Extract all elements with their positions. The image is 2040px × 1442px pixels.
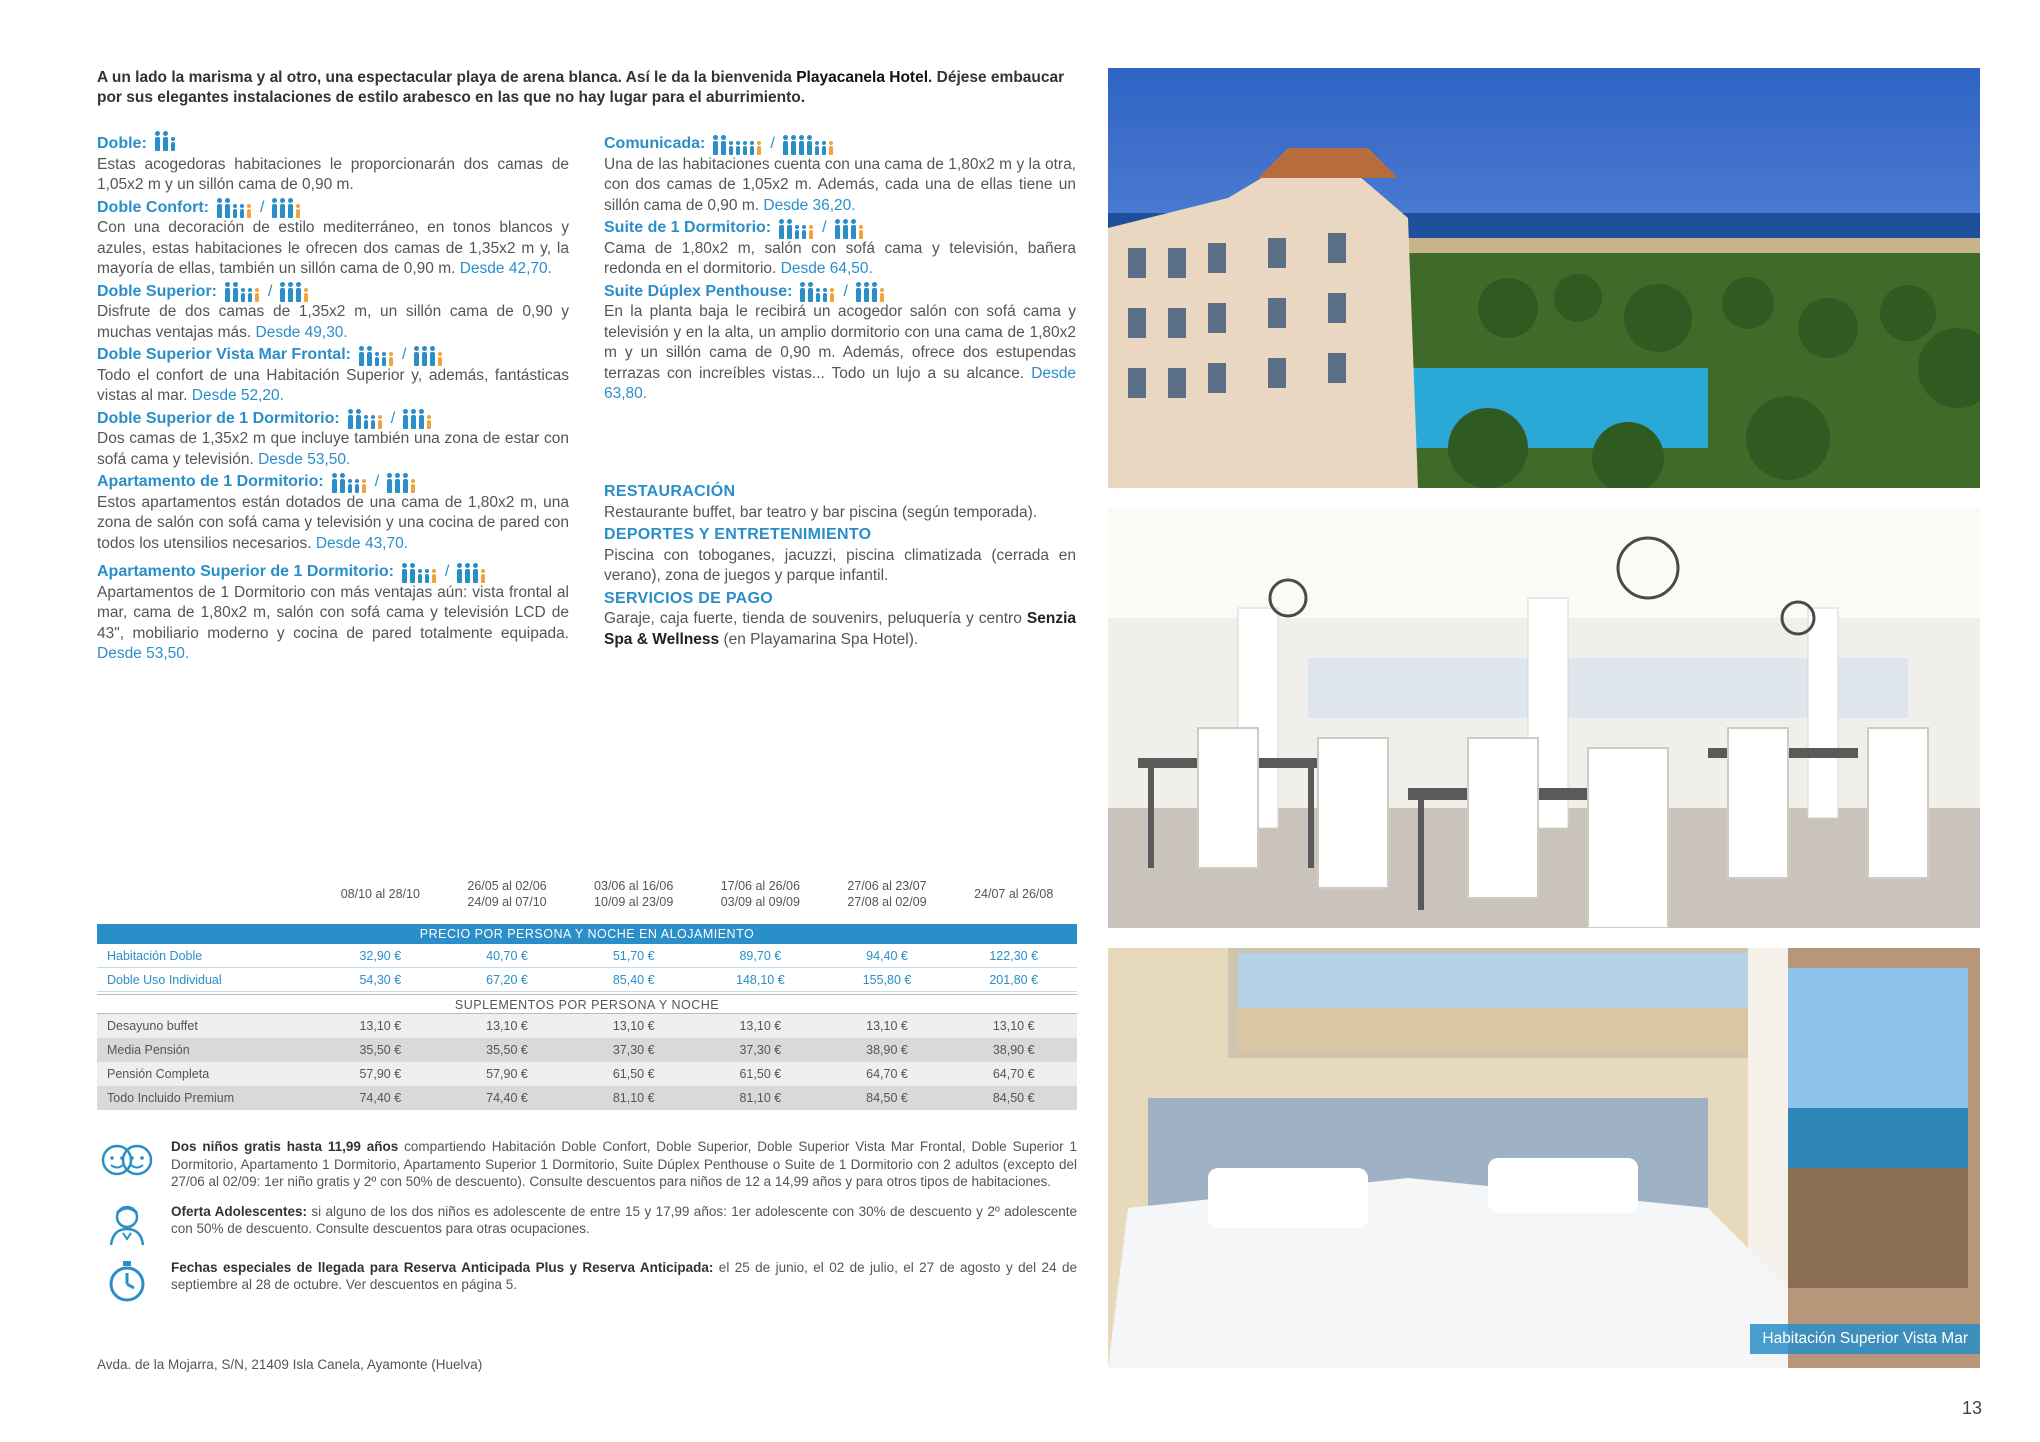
occupancy-icon: / [332,472,416,493]
price-table [97,870,1077,1110]
room-suite-1-dormitorio [604,218,1076,280]
room-doble-superior [97,282,569,344]
room-description: Disfrute de dos camas de 1,35x2 m, un sillón cama de 0,90 y muchas ventajas más. [97,303,569,341]
season-dates: 27/08 al 02/09 [847,895,927,909]
servicios-text-a: Garaje, caja fuerte, tienda de souvenirs, peluquería y centro [604,610,1027,627]
room-description: Cama de 1,80x2 m, salón con sofá cama y televisión, bañera redonda en el dormitorio. [604,239,1076,277]
table-row [97,1062,1077,1086]
occupancy-icon: / [217,198,301,219]
table-header [97,870,1077,918]
deportes-heading: DEPORTES Y ENTRETENIMIENTO [604,526,872,543]
room-title: Suite Dúplex Penthouse: [604,282,793,300]
room-price: Desde 43,70. [315,534,409,552]
note-kids [97,1138,1077,1191]
price-cell: 51,70 € [612,949,655,963]
price-cell: 32,90 € [359,949,402,963]
room-description: Una de las habitaciones cuenta con una cama de 1,80x2 m y la otra, con dos camas de 1,05x2 m. Además, cada una de ellas tiene un sillón cama de 0,90 m. [604,155,1076,214]
season-dates: 03/06 al 16/06 [594,879,674,893]
note-teens-bold: Oferta Adolescentes: [171,1203,307,1219]
price-cell: 84,50 € [992,1091,1035,1105]
price-cell: 13,10 € [739,1019,782,1033]
price-cell: 201,80 € [989,973,1039,987]
spa-name: Senzia Spa & Wellness [604,610,1076,648]
table-row [97,1086,1077,1110]
room-title: Doble Superior: [97,282,218,300]
price-cell: 64,70 € [866,1067,908,1081]
bedroom-photo [1108,948,1980,1368]
note-dates-text [171,1259,1077,1303]
table-row [97,1014,1077,1038]
season-dates: 10/09 al 23/09 [594,895,674,909]
table-row [97,944,1077,968]
price-cell: 13,10 € [866,1019,908,1033]
price-cell: 85,40 € [612,973,655,987]
row-label: Media Pensión [107,1043,190,1057]
room-title: Comunicada: [604,135,706,152]
occupancy-icon: / [713,134,833,155]
occupancy-icon: / [779,218,863,239]
intro-line-1: A un lado la marisma y al otro, una espectacular playa de arena blanca. Así le da la bienvenida [97,69,797,86]
page-number: 13 [1961,1398,1982,1418]
hotel-exterior-photo [1108,68,1980,488]
room-description: Estas acogedoras habitaciones le proporcionarán dos camas de 1,05x2 m y un sillón cama de 0,90 m. [97,155,569,193]
stopwatch-icon [97,1259,157,1303]
note-dates [97,1259,1077,1303]
restauracion-text: Restaurante buffet, bar teatro y bar piscina (según temporada). [604,503,1038,521]
note-kids-body: compartiendo Habitación Doble Confort, Doble Superior, Doble Superior Vista Mar Frontal, Doble Superior 1 Dormitorio, Apartamento 1 Dormitorio, Apartamento Superior 1 Dormitorio, Suite Dúplex Penthouse o Suite de 1 Dormitorio con 2 adultos (excepto del 27/06 al 02/09: 1er niño gratis y 2º con 50% de descuento). Consulte descuentos para niños de 12 a 14,99 años y para otros tipos de habitaciones. [171,1139,1077,1189]
intro-line-2: . Déjese embaucar por sus elegantes instalaciones de estilo arabesco en las que no hay lugar para el aburrimiento. [97,69,1065,106]
room-title: Doble: [97,135,147,152]
price-cell: 54,30 € [359,973,402,987]
occupancy-icon: / [402,562,486,583]
room-price: Desde 64,50. [780,260,873,277]
row-label: Pensión Completa [107,1067,210,1081]
note-teens-text [171,1203,1077,1247]
note-teens [97,1203,1077,1247]
hotel-address: Avda. de la Mojarra, S/N, 21409 Isla Canela, Ayamonte (Huelva) [97,1357,483,1372]
room-description: Con una decoración de estilo mediterráneo, en tonos blancos y azules, estas habitaciones le ofrecen dos camas de 1,35x2 m y, la mayoría de ellas, también un sillón cama de 0,90 m. [97,219,569,277]
room-doble [97,134,569,196]
room-description: Estos apartamentos están dotados de una cama de 1,80x2 m, una zona de salón con sofá cama y televisión y una cocina de pared con todos los utensilios necesarios. [97,493,569,552]
price-cell: 57,90 € [359,1067,402,1081]
note-kids-bold: Dos niños gratis hasta 11,99 años [171,1139,399,1154]
room-description: Dos camas de 1,35x2 m que incluye también una zona de estar con sofá cama y televisión. [97,430,569,468]
rooms-column-left [97,132,569,667]
row-label: Habitación Doble [107,949,203,963]
row-label: Doble Uso Individual [107,973,222,987]
price-cell: 94,40 € [866,949,908,963]
room-title: Doble Superior de 1 Dormitorio: [97,409,340,427]
season-dates: 24/07 al 26/08 [974,887,1054,901]
note-dates-body: el 25 de junio, el 02 de julio, el 27 de agosto y del 24 de septiembre al 28 de octubre. Ver descuentos en página 5. [171,1259,1078,1292]
room-comunicada [604,134,1076,216]
note-teens-body: si alguno de los dos niños es adolescente de entre 15 y 17,99 años: 1er adolescente con 30% de descuento y 2º adolescente con 50% de descuento. Consulte descuentos para otras ocupaciones. [171,1203,1077,1236]
price-cell: 89,70 € [739,949,782,963]
season-header [824,878,951,910]
servicios-text [604,609,1076,650]
price-cell: 81,10 € [739,1091,782,1105]
occupancy-icon: / [800,282,884,303]
table-row [97,968,1077,992]
occupancy-icon: / [348,409,432,430]
price-cell: 40,70 € [486,949,528,963]
season-dates: 17/06 al 26/06 [720,879,800,893]
season-dates: 24/09 al 07/10 [467,895,547,909]
intro-text [97,68,1077,108]
price-cell: 84,50 € [866,1091,908,1105]
note-dates-bold: Fechas especiales de llegada para Reserva Anticipada Plus y Reserva Anticipada: [171,1259,714,1275]
season-header [950,886,1077,902]
occupancy-icon: / [359,345,443,366]
room-price: Desde 36,20. [763,196,856,214]
children-icon [97,1138,157,1182]
table-row [97,1038,1077,1062]
price-cell: 57,90 € [486,1067,528,1081]
room-title: Doble Confort: [97,198,209,216]
season-dates: 03/09 al 09/09 [720,895,800,909]
price-cell: 64,70 € [992,1067,1035,1081]
room-price: Desde 53,50. [258,450,351,468]
room-apartamento-1-dormitorio [97,472,569,554]
services-sections [604,480,1076,650]
band-supplements: SUPLEMENTOS POR PERSONA Y NOCHE [97,994,1077,1014]
room-description: Apartamentos de 1 Dormitorio con más ventajas aún: vista frontal al mar, cama de 1,80x2 m, salón con sofá cama y televisión LCD de 43", mobiliario moderno y cocina de pared totalmente equipada. [97,583,569,642]
price-cell: 74,40 € [486,1091,528,1105]
row-label: Desayuno buffet [107,1019,198,1033]
room-title: Apartamento de 1 Dormitorio: [97,473,324,490]
price-cell: 148,10 € [736,973,785,987]
room-description: Todo el confort de una Habitación Superior y, además, fantásticas vistas al mar. [97,366,569,404]
room-title: Apartamento Superior de 1 Dormitorio: [97,563,394,580]
season-header [697,878,824,910]
price-cell: 122,30 € [989,949,1039,963]
room-title: Suite de 1 Dormitorio: [604,219,772,236]
price-rows [97,944,1077,992]
restauracion-heading: RESTAURACIÓN [604,483,736,500]
rooms-column-mid [604,132,1076,407]
servicios-text-b: (en Playamarina Spa Hotel). [719,630,919,648]
price-cell: 13,10 € [359,1019,402,1033]
room-price: Desde 42,70. [459,260,552,277]
servicios-heading: SERVICIOS DE PAGO [604,589,773,607]
restaurant-photo [1108,508,1980,928]
photo-caption: Habitación Superior Vista Mar [1750,1324,1980,1354]
room-suite-duplex [604,282,1076,405]
price-cell: 38,90 € [866,1043,908,1057]
price-cell: 37,30 € [612,1043,655,1057]
supplement-rows [97,1014,1077,1110]
season-dates: 26/05 al 02/06 [467,879,547,893]
price-cell: 61,50 € [739,1067,782,1081]
row-label: Todo Incluido Premium [107,1091,235,1105]
price-cell: 13,10 € [992,1019,1035,1033]
price-cell: 74,40 € [359,1091,402,1105]
occupancy-icon: / [225,282,309,303]
room-doble-superior-1-dormitorio [97,409,569,471]
season-header [444,878,571,910]
room-price: Desde 52,20. [191,387,284,404]
price-cell: 81,10 € [612,1091,655,1105]
teen-icon [97,1203,157,1247]
occupancy-icon [155,137,176,151]
room-price: Desde 63,80. [604,364,1076,402]
price-cell: 13,10 € [612,1019,655,1033]
room-title: Doble Superior Vista Mar Frontal: [97,346,351,363]
season-header [317,886,444,902]
hotel-name: Playacanela Hotel [796,69,929,86]
band-price-per-person: PRECIO POR PERSONA Y NOCHE EN ALOJAMIENTO [97,924,1077,944]
price-cell: 38,90 € [992,1043,1035,1057]
price-cell: 37,30 € [739,1043,782,1057]
deportes-text: Piscina con toboganes, jacuzzi, piscina climatizada (cerrada en verano), zona de juegos y parque infantil. [604,546,1076,584]
price-cell: 35,50 € [359,1043,402,1057]
note-kids-text [171,1138,1077,1191]
notes [97,1138,1077,1315]
price-cell: 61,50 € [612,1067,655,1081]
price-cell: 13,10 € [486,1019,528,1033]
season-header [570,878,697,910]
room-description: En la planta baja le recibirá un acogedor salón con sofá cama y televisión y en la alta, un amplio dormitorio con una cama de 1,80x2 m y un sillón cama de 0,90 m. Además, ofrece dos estupendas terrazas con increíbles vistas... Todo un lujo a su alcance. [604,303,1076,382]
price-cell: 35,50 € [486,1043,528,1057]
room-doble-confort [97,198,569,280]
season-dates: 27/06 al 23/07 [847,879,927,893]
room-apartamento-superior [97,562,569,665]
price-cell: 67,20 € [486,973,528,987]
room-price: Desde 49,30. [255,323,348,341]
room-price: Desde 53,50. [97,645,190,662]
season-dates: 08/10 al 28/10 [340,887,420,901]
room-doble-superior-vista-mar [97,345,569,407]
price-cell: 155,80 € [862,973,912,987]
